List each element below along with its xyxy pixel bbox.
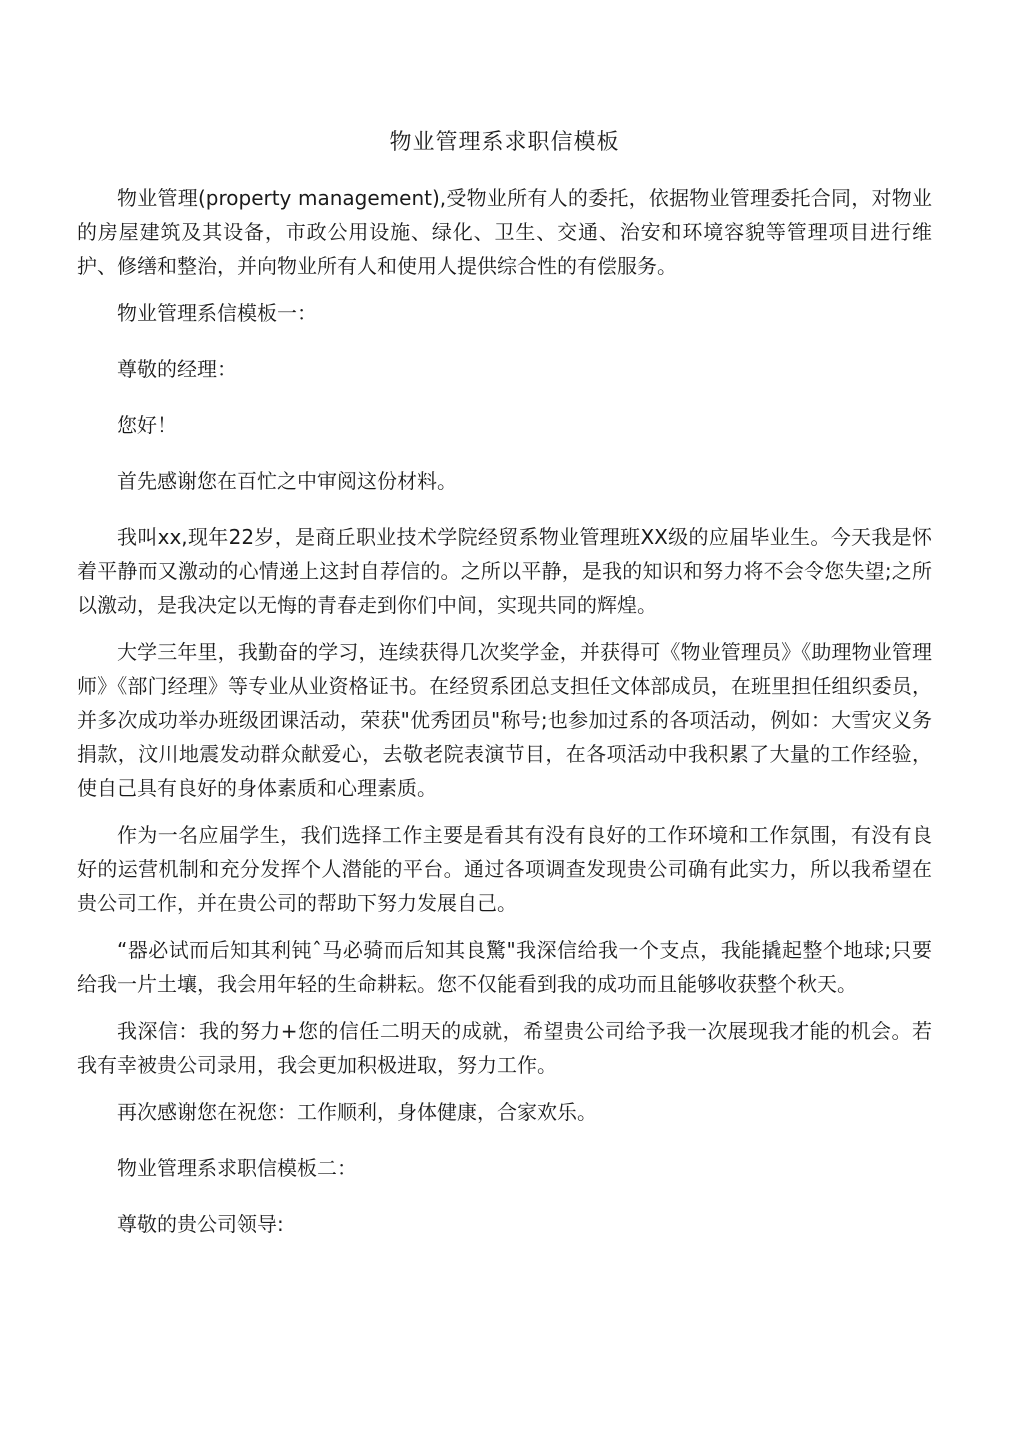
salutation-two: 尊敬的贵公司领导: bbox=[117, 1212, 284, 1236]
intro-paragraph: 物业管理(property management),受物业所有人的委托，依据物业管理委托合同，对物业的房屋建筑及其设备，市政公用设施、绿化、卫生、交通、治安和环境容貌等管理项目进行维护、修缮和整治，并向物业所有人和使用人提供综合性的有偿服务。 bbox=[77, 186, 932, 278]
page-title: 物业管理系求职信模板 bbox=[389, 130, 620, 155]
job-choice-paragraph: 作为一名应届学生，我们选择工作主要是看其有没有良好的工作环境和工作氛围，有没有良好的运营机制和充分发挥个人潜能的平台。通过各项调查发现贵公司确有此实力，所以我希望在贵公司工作，并在贵公司的帮助下努力发展自己。 bbox=[77, 823, 932, 915]
closing-wishes: 再次感谢您在祝您：工作顺利，身体健康，合家欢乐。 bbox=[117, 1100, 597, 1124]
template-one-heading: 物业管理系信模板一： bbox=[117, 301, 317, 325]
self-introduction-paragraph: 我叫xx,现年22岁，是商丘职业技术学院经贸系物业管理班XX级的应届毕业生。今天我是怀着平静而又激动的心情递上这封自荐信的。之所以平静，是我的知识和努力将不会令您失望;之所以激动，是我决定以无悔的青春走到你们中间，实现共同的辉煌。 bbox=[77, 525, 932, 617]
greeting: 您好！ bbox=[117, 413, 177, 437]
salutation: 尊敬的经理： bbox=[117, 357, 237, 381]
thanks-line: 首先感谢您在百忙之中审阅这份材料。 bbox=[117, 469, 457, 493]
belief-paragraph: 我深信：我的努力+您的信任二明天的成就，希望贵公司给予我一次展现我才能的机会。若我有幸被贵公司录用，我会更加积极进取，努力工作。 bbox=[77, 1019, 932, 1077]
college-experience-paragraph: 大学三年里，我勤奋的学习，连续获得几次奖学金，并获得可《物业管理员》《助理物业管理师》《部门经理》等专业从业资格证书。在经贸系团总支担任文体部成员，在班里担任组织委员，并多次成功举办班级团课活动，荣获"优秀团员"称号;也参加过系的各项活动，例如：大雪灾义务捐款，汶川地震发动群众献爱心，去敬老院表演节目，在各项活动中我积累了大量的工作经验，使自己具有良好的身体素质和心理素质。 bbox=[77, 640, 932, 800]
quote-paragraph: “器必试而后知其利钝ˆ马必骑而后知其良驚"我深信给我一个支点，我能撬起整个地球;只要给我一片土壤，我会用年轻的生命耕耘。您不仅能看到我的成功而且能够收获整个秋天。 bbox=[77, 938, 932, 996]
template-two-heading: 物业管理系求职信模板二： bbox=[117, 1156, 357, 1180]
